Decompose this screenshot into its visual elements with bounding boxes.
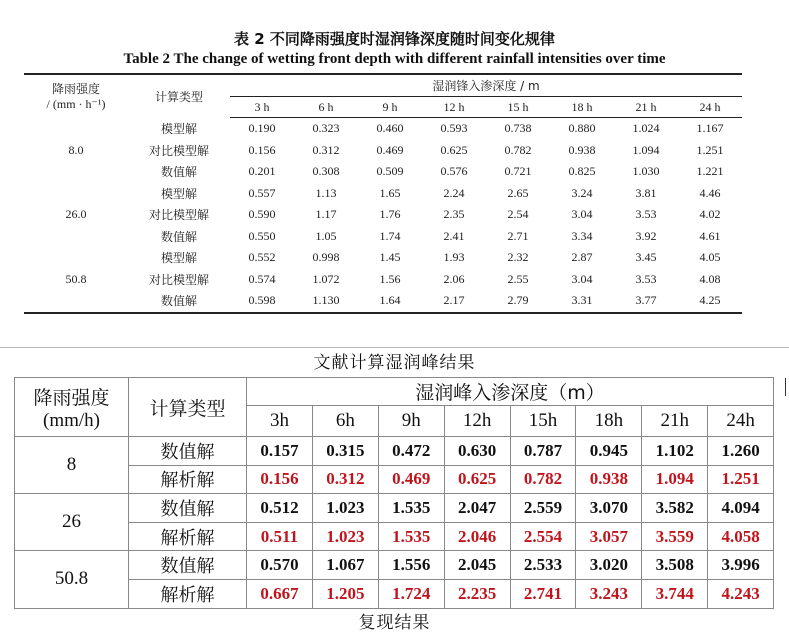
paper-value-cell: 1.64	[379, 293, 401, 308]
paper-value-cell: 0.550	[248, 228, 276, 243]
paper-value-cell: 3.53	[635, 207, 657, 222]
repro-type-cell: 解析解	[129, 579, 247, 608]
paper-value-cell: 0.156	[248, 142, 276, 157]
repro-value-cell: 4.058	[708, 522, 774, 551]
paper-value-cell: 2.17	[443, 293, 465, 308]
paper-value-cell: 0.721	[504, 164, 532, 179]
paper-value-cell: 3.04	[571, 207, 593, 222]
repro-value-cell: 2.741	[510, 579, 576, 608]
paper-value-cell: 1.45	[379, 250, 401, 265]
paper-table	[24, 73, 742, 314]
paper-value-cell: 0.738	[504, 121, 532, 136]
paper-intensity-cell: 8.0	[68, 142, 84, 157]
paper-value-cell: 0.576	[440, 164, 468, 179]
paper-value-cell: 4.08	[699, 271, 721, 286]
paper-value-cell: 1.024	[632, 121, 660, 136]
repro-type-cell: 数值解	[129, 551, 247, 580]
repro-value-cell: 2.045	[444, 551, 510, 580]
repro-value-cell: 1.102	[642, 437, 708, 466]
repro-table-row	[15, 465, 774, 494]
paper-value-cell: 0.593	[440, 121, 468, 136]
paper-value-cell: 3.45	[635, 250, 657, 265]
paper-value-cell: 4.05	[699, 250, 721, 265]
paper-type-cell: 模型解	[160, 122, 197, 136]
paper-table-row	[24, 183, 742, 205]
paper-value-cell: 4.46	[699, 185, 721, 200]
paper-value-cell: 0.190	[248, 121, 276, 136]
paper-value-cell: 2.79	[507, 293, 529, 308]
paper-value-cell: 1.56	[379, 271, 401, 286]
paper-value-cell: 2.24	[443, 185, 465, 200]
panel-divider	[0, 347, 789, 348]
repro-time-header: 15h	[510, 406, 576, 437]
repro-value-cell: 0.156	[247, 465, 313, 494]
paper-time-header: 3 h	[230, 97, 294, 118]
paper-value-cell: 1.167	[696, 121, 724, 136]
paper-type-cell: 数值解	[160, 165, 197, 180]
paper-value-cell: 1.251	[696, 142, 724, 157]
paper-head-type: 计算类型	[154, 89, 203, 104]
repro-value-cell: 1.556	[378, 551, 444, 580]
paper-value-cell: 3.81	[635, 185, 657, 200]
repro-type-cell: 数值解	[129, 494, 247, 523]
paper-time-header: 6 h	[294, 97, 358, 118]
repro-value-cell: 0.512	[247, 494, 313, 523]
paper-value-cell: 0.509	[376, 164, 404, 179]
paper-type-cell: 对比模型解	[148, 272, 209, 287]
paper-type-cell: 对比模型解	[148, 208, 209, 223]
paper-value-cell: 1.030	[632, 164, 660, 179]
paper-type-cell: 数值解	[160, 294, 197, 309]
paper-table-row	[24, 204, 742, 226]
repro-value-cell: 1.023	[312, 522, 378, 551]
repro-value-cell: 2.554	[510, 522, 576, 551]
repro-table-row	[15, 494, 774, 523]
paper-value-cell: 4.25	[699, 293, 721, 308]
paper-value-cell: 3.92	[635, 228, 657, 243]
paper-value-cell: 2.35	[443, 207, 465, 222]
paper-value-cell: 3.34	[571, 228, 593, 243]
paper-value-cell: 0.557	[248, 185, 276, 200]
paper-value-cell: 0.782	[504, 142, 532, 157]
repro-time-header: 21h	[642, 406, 708, 437]
paper-value-cell: 3.77	[635, 293, 657, 308]
repro-value-cell: 0.472	[378, 437, 444, 466]
paper-value-cell: 1.93	[443, 250, 465, 265]
paper-type-cell: 对比模型解	[148, 143, 209, 158]
repro-value-cell: 1.724	[378, 579, 444, 608]
repro-value-cell: 1.205	[312, 579, 378, 608]
paper-time-header: 18 h	[550, 97, 614, 118]
paper-value-cell: 1.072	[312, 271, 340, 286]
repro-value-cell: 1.094	[642, 465, 708, 494]
paper-value-cell: 1.094	[632, 142, 660, 157]
paper-value-cell: 2.32	[507, 250, 529, 265]
repro-value-cell: 0.782	[510, 465, 576, 494]
paper-value-cell: 2.06	[443, 271, 465, 286]
repro-value-cell: 0.157	[247, 437, 313, 466]
paper-type-cell: 模型解	[160, 251, 197, 266]
paper-value-cell: 0.880	[568, 121, 596, 136]
paper-intensity-cell: 50.8	[65, 271, 87, 286]
paper-intensity-cell: 26.0	[65, 207, 87, 222]
repro-value-cell: 1.067	[312, 551, 378, 580]
repro-value-cell: 3.243	[576, 579, 642, 608]
paper-type-cell: 数值解	[160, 229, 197, 244]
paper-value-cell: 3.53	[635, 271, 657, 286]
paper-head-intensity	[24, 74, 128, 118]
paper-value-cell: 2.55	[507, 271, 529, 286]
repro-head-intensity-line2: (mm/h)	[43, 409, 100, 431]
repro-value-cell: 2.046	[444, 522, 510, 551]
repro-time-header: 12h	[444, 406, 510, 437]
repro-table	[14, 377, 774, 609]
paper-table-row	[24, 118, 742, 140]
paper-value-cell: 1.13	[315, 185, 337, 200]
paper-value-cell: 4.02	[699, 207, 721, 222]
repro-value-cell: 0.630	[444, 437, 510, 466]
repro-type-cell: 解析解	[129, 522, 247, 551]
paper-time-header: 24 h	[678, 97, 742, 118]
paper-value-cell: 2.87	[571, 250, 593, 265]
repro-table-row	[15, 437, 774, 466]
paper-value-cell: 1.221	[696, 164, 724, 179]
paper-value-cell: 0.590	[248, 207, 276, 222]
paper-value-cell: 0.598	[248, 293, 276, 308]
repro-head-depth: 湿润峰入渗深度（m）	[247, 378, 774, 406]
paper-value-cell: 0.312	[312, 142, 340, 157]
paper-value-cell: 3.31	[571, 293, 593, 308]
repro-value-cell: 0.667	[247, 579, 313, 608]
repro-type-cell: 解析解	[129, 465, 247, 494]
repro-value-cell: 0.625	[444, 465, 510, 494]
paper-value-cell: 0.825	[568, 164, 596, 179]
paper-value-cell: 1.76	[379, 207, 401, 222]
repro-value-cell: 3.996	[708, 551, 774, 580]
paper-value-cell: 2.54	[507, 207, 529, 222]
repro-value-cell: 3.020	[576, 551, 642, 580]
repro-value-cell: 3.582	[642, 494, 708, 523]
paper-value-cell: 0.469	[376, 142, 404, 157]
repro-value-cell: 3.070	[576, 494, 642, 523]
paper-value-cell: 1.130	[312, 293, 340, 308]
paper-value-cell: 1.74	[379, 228, 401, 243]
repro-time-header: 9h	[378, 406, 444, 437]
paper-value-cell: 3.24	[571, 185, 593, 200]
repro-value-cell: 1.260	[708, 437, 774, 466]
repro-value-cell: 0.469	[378, 465, 444, 494]
paper-time-header: 9 h	[358, 97, 422, 118]
paper-time-header: 12 h	[422, 97, 486, 118]
paper-value-cell: 2.71	[507, 228, 529, 243]
repro-table-row	[15, 579, 774, 608]
paper-value-cell: 0.308	[312, 164, 340, 179]
paper-value-cell: 0.574	[248, 271, 276, 286]
repro-value-cell: 1.023	[312, 494, 378, 523]
repro-time-header: 6h	[312, 406, 378, 437]
paper-value-cell: 2.65	[507, 185, 529, 200]
paper-table-row	[24, 226, 742, 248]
paper-table-title-en: Table 2 The change of wetting front depth with different rainfall intensities over time	[123, 51, 666, 67]
repro-head-type: 计算类型	[129, 378, 247, 437]
paper-value-cell: 1.05	[315, 228, 337, 243]
repro-table-body	[15, 437, 774, 609]
paper-value-cell: 0.625	[440, 142, 468, 157]
repro-value-cell: 2.047	[444, 494, 510, 523]
caption-reproduction: 复现结果	[358, 613, 431, 633]
paper-head-depth: 湿润锋入渗深度 / m	[230, 74, 742, 97]
repro-value-cell: 2.235	[444, 579, 510, 608]
paper-table-row	[24, 161, 742, 183]
paper-value-cell: 3.04	[571, 271, 593, 286]
paper-value-cell: 0.323	[312, 121, 340, 136]
repro-intensity-cell: 26	[15, 494, 129, 551]
paper-value-cell: 0.938	[568, 142, 596, 157]
paper-value-cell: 0.998	[312, 250, 340, 265]
paper-time-header: 15 h	[486, 97, 550, 118]
paper-type-cell: 模型解	[160, 186, 197, 201]
repro-value-cell: 1.535	[378, 494, 444, 523]
repro-value-cell: 0.312	[312, 465, 378, 494]
paper-value-cell: 1.17	[315, 207, 337, 222]
repro-value-cell: 0.938	[576, 465, 642, 494]
text-cursor	[785, 378, 786, 396]
repro-value-cell: 4.243	[708, 579, 774, 608]
repro-value-cell: 3.744	[642, 579, 708, 608]
caption-literature: 文献计算湿润峰结果	[313, 353, 476, 373]
repro-value-cell: 1.535	[378, 522, 444, 551]
repro-type-cell: 数值解	[129, 437, 247, 466]
repro-head-intensity-line1: 降雨强度	[33, 386, 110, 409]
paper-time-header: 21 h	[614, 97, 678, 118]
paper-head-intensity-line2: / (mm · h⁻¹)	[46, 97, 106, 112]
repro-head-intensity	[15, 378, 129, 437]
paper-value-cell: 0.552	[248, 250, 276, 265]
repro-value-cell: 0.570	[247, 551, 313, 580]
paper-table-row	[24, 140, 742, 162]
paper-value-cell: 4.61	[699, 228, 721, 243]
paper-value-cell: 0.460	[376, 121, 404, 136]
paper-table-row	[24, 269, 742, 291]
paper-table-row	[24, 247, 742, 269]
repro-intensity-cell: 8	[15, 437, 129, 494]
paper-value-cell: 1.65	[379, 185, 401, 200]
repro-time-header: 3h	[247, 406, 313, 437]
paper-value-cell: 0.201	[248, 164, 276, 179]
repro-value-cell: 2.533	[510, 551, 576, 580]
paper-head-intensity-line1: 降雨强度	[51, 82, 100, 97]
repro-value-cell: 3.057	[576, 522, 642, 551]
repro-value-cell: 3.559	[642, 522, 708, 551]
repro-value-cell: 0.787	[510, 437, 576, 466]
repro-table-row	[15, 551, 774, 580]
repro-value-cell: 2.559	[510, 494, 576, 523]
repro-intensity-cell: 50.8	[15, 551, 129, 608]
paper-value-cell: 2.41	[443, 228, 465, 243]
repro-value-cell: 0.511	[247, 522, 313, 551]
repro-value-cell: 4.094	[708, 494, 774, 523]
repro-value-cell: 0.315	[312, 437, 378, 466]
repro-value-cell: 1.251	[708, 465, 774, 494]
repro-value-cell: 0.945	[576, 437, 642, 466]
repro-table-row	[15, 522, 774, 551]
paper-table-row	[24, 290, 742, 313]
repro-time-header: 24h	[708, 406, 774, 437]
repro-time-header: 18h	[576, 406, 642, 437]
repro-value-cell: 3.508	[642, 551, 708, 580]
paper-table-body	[24, 118, 742, 313]
paper-table-title-cn: 表 2 不同降雨强度时湿润锋深度随时间变化规律	[234, 30, 555, 48]
